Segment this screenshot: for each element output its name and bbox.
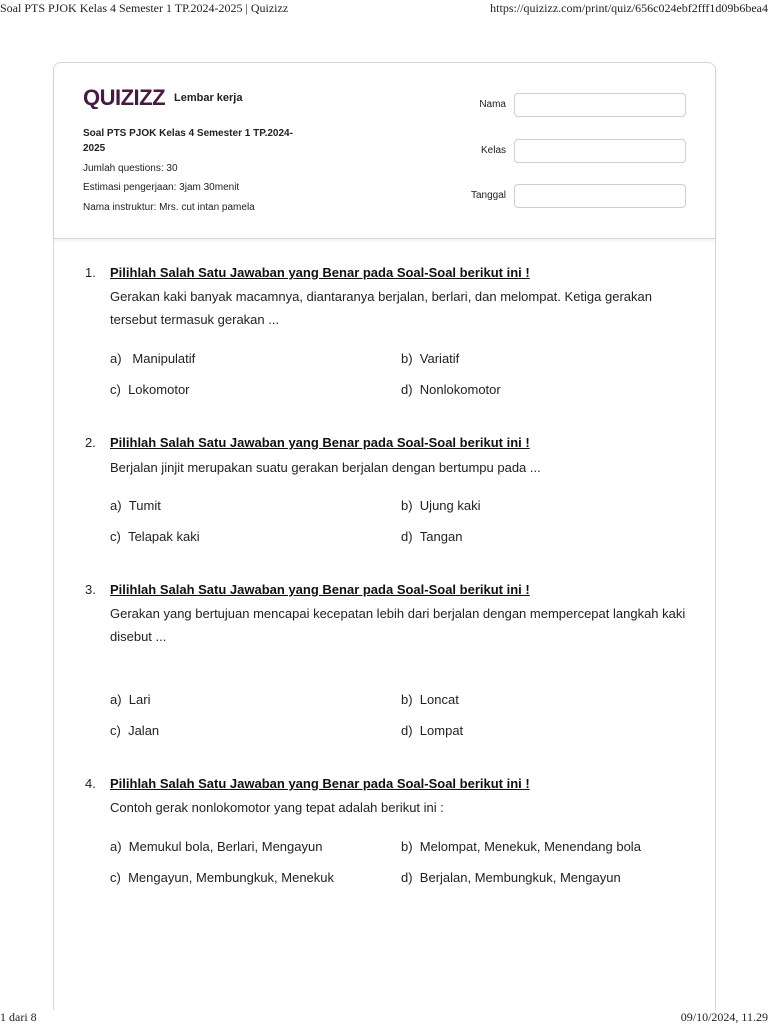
question-heading: Pilihlah Salah Satu Jawaban yang Benar pada Soal-Soal berikut ini ! bbox=[110, 265, 530, 280]
quizizz-logo bbox=[83, 85, 169, 109]
worksheet-header-card bbox=[54, 63, 715, 239]
option-text: Tumit bbox=[128, 498, 161, 513]
option-d[interactable] bbox=[401, 382, 501, 397]
print-datetime: 09/10/2024, 11.29 bbox=[680, 1010, 768, 1024]
option-text: Memukul bola, Berlari, Mengayun bbox=[128, 839, 323, 854]
option-b[interactable] bbox=[401, 692, 459, 707]
option-c[interactable] bbox=[110, 723, 159, 738]
option-letter: a) bbox=[110, 692, 122, 707]
print-url: https://quizizz.com/print/quiz/656c024ebf2fff1d09b6bea4 bbox=[490, 1, 768, 15]
question-heading: Pilihlah Salah Satu Jawaban yang Benar pada Soal-Soal berikut ini ! bbox=[110, 435, 530, 450]
option-a[interactable] bbox=[110, 692, 150, 707]
quiz-title: Soal PTS PJOK Kelas 4 Semester 1 TP.2024-2025 bbox=[83, 128, 293, 154]
option-b[interactable] bbox=[401, 351, 459, 366]
option-d[interactable] bbox=[401, 529, 462, 544]
print-page-title: Soal PTS PJOK Kelas 4 Semester 1 TP.2024-2025 | Quizizz bbox=[0, 1, 289, 15]
option-b[interactable] bbox=[401, 498, 481, 513]
option-text: Tangan bbox=[419, 529, 463, 544]
date-field[interactable] bbox=[514, 184, 686, 208]
class-field[interactable] bbox=[514, 139, 686, 163]
question-text: Contoh gerak nonlokomotor yang tepat adalah berikut ini : bbox=[110, 800, 444, 815]
question-text: Berjalan jinjit merupakan suatu gerakan berjalan dengan bertumpu pada ... bbox=[110, 460, 541, 475]
option-letter: c) bbox=[110, 529, 121, 544]
option-letter: d) bbox=[401, 723, 413, 738]
option-d[interactable] bbox=[401, 870, 621, 885]
question-text: Gerakan yang bertujuan mencapai kecepatan lebih dari berjalan dengan mempercepat langkah kaki disebut ... bbox=[110, 606, 686, 644]
option-letter: b) bbox=[401, 498, 413, 513]
instructor-name: Nama instruktur: Mrs. cut intan pamela bbox=[83, 202, 255, 213]
page-counter: 1 dari 8 bbox=[0, 1010, 37, 1024]
option-c[interactable] bbox=[110, 529, 200, 544]
option-text: Berjalan, Membungkuk, Mengayun bbox=[419, 870, 621, 885]
option-letter: b) bbox=[401, 692, 413, 707]
option-b[interactable] bbox=[401, 839, 641, 854]
question-number: 2. bbox=[85, 435, 96, 450]
option-letter: c) bbox=[110, 870, 121, 885]
option-text: Mengayun, Membungkuk, Menekuk bbox=[128, 870, 335, 885]
question-heading: Pilihlah Salah Satu Jawaban yang Benar pada Soal-Soal berikut ini ! bbox=[110, 582, 530, 597]
option-text: Melompat, Menekuk, Menendang bola bbox=[419, 839, 641, 854]
option-text: Jalan bbox=[128, 723, 160, 738]
option-text: Nonlokomotor bbox=[419, 382, 501, 397]
quizizz-logo-icon bbox=[83, 85, 169, 109]
question-number: 1. bbox=[85, 265, 96, 280]
option-letter: c) bbox=[110, 723, 121, 738]
question-number: 3. bbox=[85, 582, 96, 597]
option-a[interactable] bbox=[110, 498, 161, 513]
option-letter: a) bbox=[110, 839, 122, 854]
question-number: 4. bbox=[85, 776, 96, 791]
question-count: Jumlah questions: 30 bbox=[83, 163, 178, 174]
estimated-time: Estimasi pengerjaan: 3jam 30menit bbox=[83, 182, 240, 193]
option-letter: d) bbox=[401, 870, 413, 885]
date-label: Tanggal bbox=[470, 190, 506, 201]
option-letter: b) bbox=[401, 839, 413, 854]
option-a[interactable] bbox=[110, 351, 195, 366]
worksheet-label: Lembar kerja bbox=[174, 92, 243, 104]
option-letter: d) bbox=[401, 529, 413, 544]
worksheet-sheet bbox=[53, 62, 716, 1010]
name-label: Nama bbox=[479, 99, 506, 110]
question-heading: Pilihlah Salah Satu Jawaban yang Benar pada Soal-Soal berikut ini ! bbox=[110, 776, 530, 791]
option-text: Ujung kaki bbox=[419, 498, 481, 513]
option-a[interactable] bbox=[110, 839, 322, 854]
name-field[interactable] bbox=[514, 93, 686, 117]
option-d[interactable] bbox=[401, 723, 463, 738]
class-label: Kelas bbox=[480, 145, 506, 156]
option-text: Loncat bbox=[419, 692, 459, 707]
option-letter: a) bbox=[110, 498, 122, 513]
option-c[interactable] bbox=[110, 382, 190, 397]
option-text: Variatif bbox=[419, 351, 460, 366]
option-c[interactable] bbox=[110, 870, 334, 885]
option-text: Manipulatif bbox=[132, 351, 196, 366]
option-letter: d) bbox=[401, 382, 413, 397]
option-text: Lompat bbox=[419, 723, 464, 738]
option-text: Lari bbox=[128, 692, 151, 707]
svg-text:QUIZIZZ: QUIZIZZ bbox=[83, 85, 166, 109]
option-text: Telapak kaki bbox=[128, 529, 200, 544]
option-letter: a) bbox=[110, 351, 122, 366]
question-text: Gerakan kaki banyak macamnya, diantaranya berjalan, berlari, dan melompat. Ketiga gerakan tersebut termasuk gerakan ... bbox=[110, 289, 652, 327]
option-letter: c) bbox=[110, 382, 121, 397]
option-text: Lokomotor bbox=[128, 382, 190, 397]
option-letter: b) bbox=[401, 351, 413, 366]
